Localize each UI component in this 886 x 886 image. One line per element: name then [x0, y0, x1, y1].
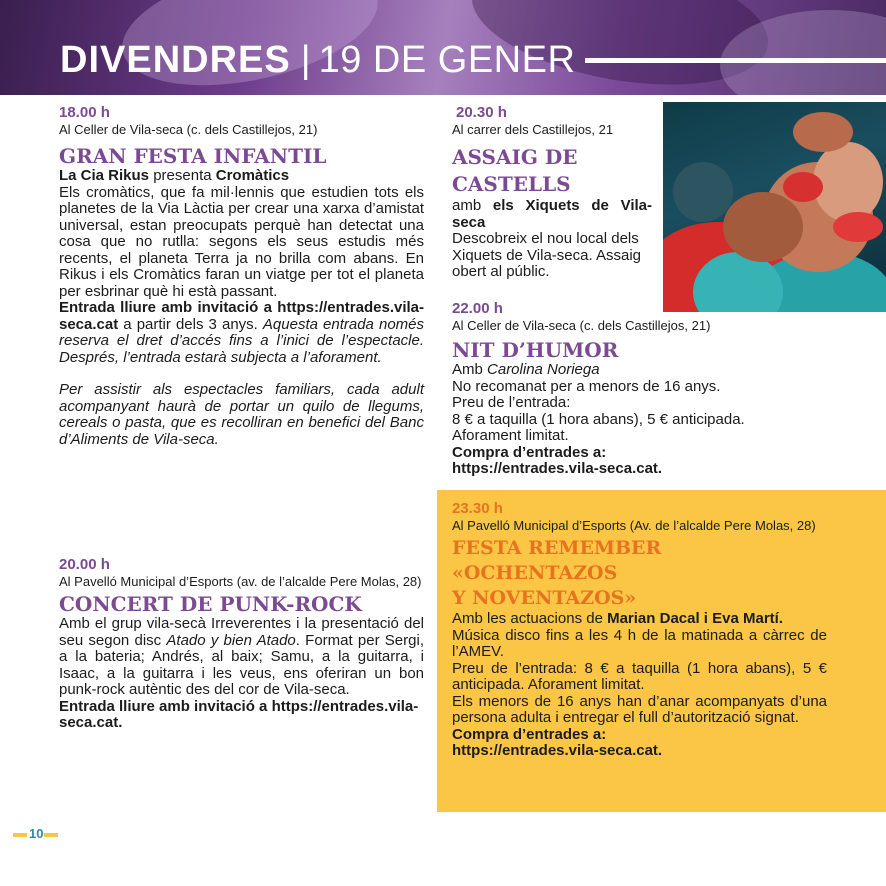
event-place: Al Pavelló Municipal d’Esports (av. de l’alcalde Pere Molas, 28) [59, 574, 422, 589]
event-detail: Els menors de 16 anys han d’anar acompanyats d’una persona adulta i entregar el full d’autorització signat. [452, 692, 827, 726]
header-rule [585, 58, 886, 63]
title-line: ASSAIG DE [452, 145, 578, 169]
title-line: Y NOVENTAZOS» [452, 587, 637, 609]
event-punk [59, 556, 424, 732]
event-detail: Preu de l’entrada: [452, 394, 571, 411]
page-number-rule [13, 833, 27, 837]
event-time: 18.00 h [59, 104, 110, 121]
page-title [60, 36, 575, 84]
buy-label: Compra d’entrades a: [452, 443, 607, 461]
event-entry [59, 300, 424, 366]
event-presenter [59, 168, 424, 185]
title-day: DIVENDRES [60, 39, 291, 81]
event-detail: Música disco fins a les 4 h de la matinada a càrrec de l’AMEV. [452, 626, 827, 660]
event-time: 20.00 h [59, 556, 110, 573]
entry-link-text[interactable]: Entrada lliure amb invitació a https://entrades.vila-seca.cat [59, 299, 424, 333]
buy-label: Compra d’entrades a: [452, 725, 607, 743]
header-banner [0, 0, 886, 95]
company-name: La Cia Rikus [59, 167, 150, 184]
show-name: Cromàtics [215, 167, 290, 184]
buy-link[interactable]: https://entrades.vila-seca.cat. [452, 742, 663, 759]
title-date: 19 DE GENER [318, 39, 576, 81]
event-group: amb els Xiquets de Vila-seca [452, 197, 652, 231]
page-number: 10 [29, 826, 44, 841]
event-time: 20.30 h [456, 104, 507, 121]
event-remember [452, 500, 827, 760]
event-title [452, 536, 827, 611]
event-title: CONCERT DE PUNK-ROCK [59, 592, 362, 616]
event-detail: Aforament limitat. [452, 427, 569, 444]
title-line: FESTA REMEMBER «OCHENTAZOS [452, 537, 662, 584]
event-humor [452, 300, 827, 478]
event-time: 22.00 h [452, 300, 503, 317]
event-place: Al carrer dels Castillejos, 21 [452, 122, 614, 137]
presents-text: presenta [149, 167, 216, 184]
event-castells [452, 104, 652, 281]
event-detail: No recomanat per a menors de 16 anys. [452, 377, 721, 395]
entry-note: Aquesta entrada només reserva el dret d’accés fins a l’inici de l’espectacle. Després, l’entrada estarà subjecta a l’aforament. [59, 315, 424, 366]
food-note: Per assistir als espectacles familiars, cada adult acompanyant haurà de portar un quilo de llegums, cereals o pasta, que es recolliran en benefici del Banc d’Aliments de Vila-seca. [59, 381, 424, 448]
event-detail: Preu de l’entrada: 8 € a taquilla (1 hora abans), 5 € anticipada. Aforament limitat. [452, 659, 827, 693]
event-entry [59, 699, 424, 732]
event-place: Al Pavelló Municipal d’Esports (Av. de l’alcalde Pere Molas, 28) [452, 518, 816, 533]
event-place: Al Celler de Vila-seca (c. dels Castillejos, 21) [452, 318, 711, 333]
event-description: Els cromàtics, que fa mil·lennis que estudien tots els planetes de la Via Làctia per crear una xarxa d’amistat universal, estan preocupats perquè han detectat una cosa que no rutlla: segons els seus estudis més recents, el planeta Terra ja no brilla com abans. En Rikus i els Cromàtics faran un viatge per tot el planeta per esbrinar què hi està passant. [59, 183, 424, 300]
castells-photo [663, 102, 886, 312]
event-title: NIT D’HUMOR [452, 338, 619, 362]
artist-names: Marian Dacal i Eva Martí. [607, 610, 783, 627]
title-separator: | [300, 39, 311, 81]
title-line: CASTELLS [452, 172, 571, 196]
event-place: Al Celler de Vila-seca (c. dels Castillejos, 21) [59, 122, 318, 137]
event-artist: Amb Carolina Noriega [452, 361, 600, 378]
event-artists: Amb les actuacions de Marian Dacal i Eva Martí. [452, 610, 783, 627]
event-note [59, 382, 424, 448]
event-title: GRAN FESTA INFANTIL [59, 144, 327, 168]
event-title [452, 144, 652, 198]
buy-link[interactable]: https://entrades.vila-seca.cat. [452, 460, 663, 477]
album-title: Atado y bien Atado [166, 631, 296, 649]
event-description: Amb el grup vila-secà Irreverentes i la presentació del seu segon disc Atado y bien Atado. Format per Sergi, a la bateria; Andrés, al baix; Samu, a la guitarra, i Isaac, a la guitarra i les veus, ens oferiran un bon punk-rock autèntic des del cor de Vila-seca. [59, 615, 424, 698]
group-name: els Xiquets de Vila-seca [452, 197, 652, 231]
event-infantil [59, 104, 424, 448]
event-description: Descobreix el nou local dels Xiquets de Vila-seca. Assaig obert al públic. [452, 230, 642, 280]
artist-name: Carolina Noriega [487, 361, 600, 378]
entry-link-text[interactable]: Entrada lliure amb invitació a https://entrades.vila-seca.cat. [59, 697, 419, 731]
event-time: 23.30 h [452, 500, 503, 517]
entry-age: a partir dels 3 anys. [118, 315, 263, 333]
page-number-rule [44, 833, 58, 837]
event-detail: 8 € a taquilla (1 hora abans), 5 € anticipada. [452, 410, 745, 428]
